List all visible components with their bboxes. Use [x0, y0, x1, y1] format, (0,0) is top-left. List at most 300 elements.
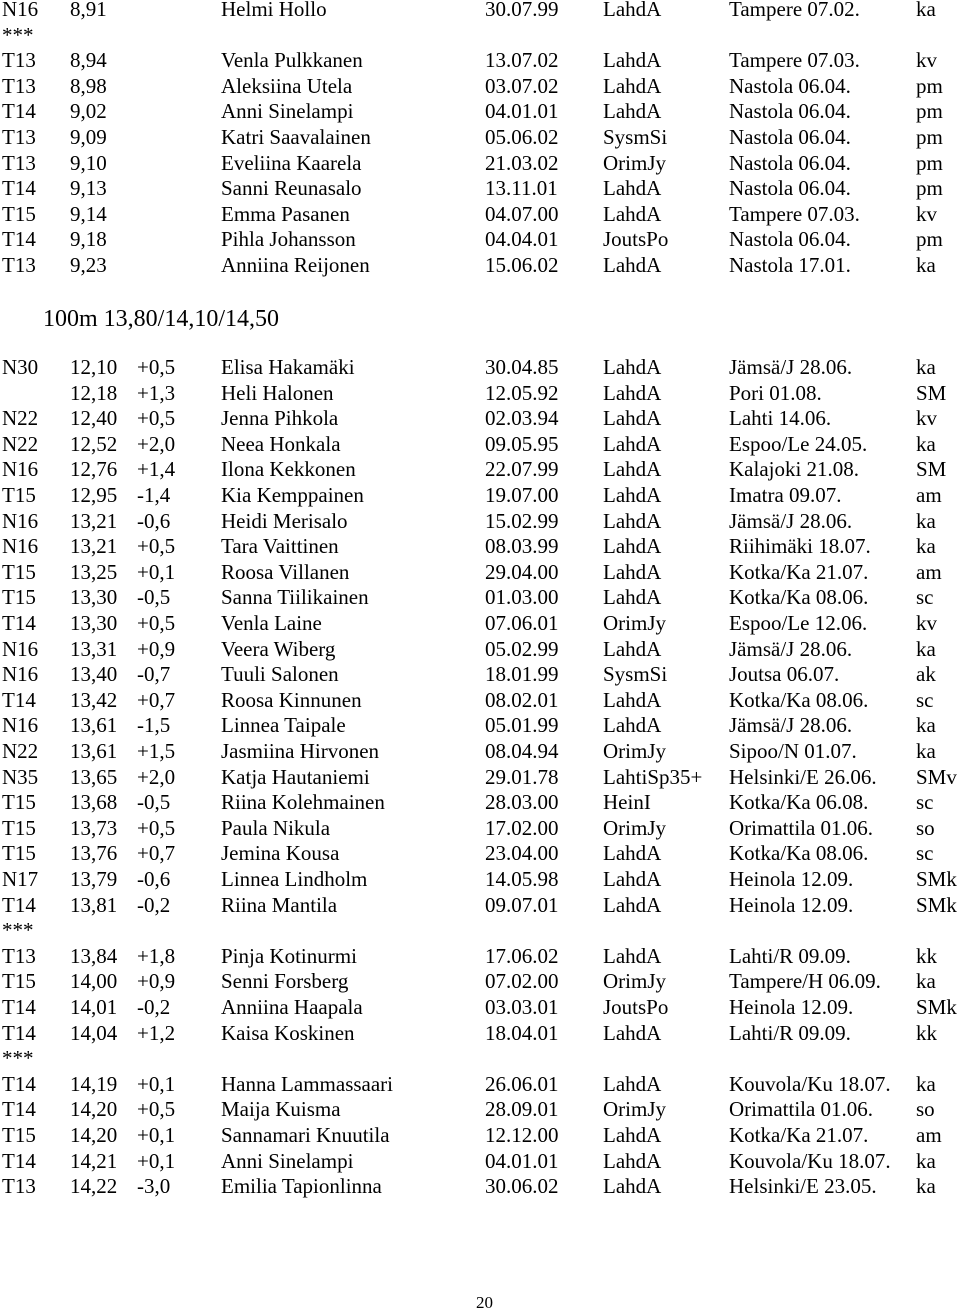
- result-cell: 8,98: [70, 74, 107, 98]
- venue-date-cell: Imatra 09.07.: [729, 483, 842, 507]
- club-cell: LahdA: [603, 1174, 662, 1198]
- birth-date-cell: 04.01.01: [485, 1149, 559, 1173]
- venue-date-cell: Kouvola/Ku 18.07.: [729, 1072, 891, 1096]
- birth-date-cell: 17.02.00: [485, 816, 559, 840]
- result-row: [0, 765, 960, 790]
- result-row: [0, 483, 960, 508]
- age-class-cell: T13: [2, 151, 36, 175]
- result-cell: 13,81: [70, 893, 118, 917]
- birth-date-cell: 23.04.00: [485, 841, 559, 865]
- birth-date-cell: 02.03.94: [485, 406, 559, 430]
- wind-cell: -1,5: [137, 713, 171, 737]
- birth-date-cell: 13.11.01: [485, 176, 558, 200]
- result-row: [0, 381, 960, 406]
- venue-date-cell: Jämsä/J 28.06.: [729, 509, 853, 533]
- venue-date-cell: Pori 01.08.: [729, 381, 822, 405]
- venue-date-cell: Kotka/Ka 06.08.: [729, 790, 869, 814]
- athlete-name-cell: Emma Pasanen: [221, 202, 350, 226]
- athlete-name-cell: Senni Forsberg: [221, 969, 349, 993]
- birth-date-cell: 03.03.01: [485, 995, 559, 1019]
- birth-date-cell: 12.05.92: [485, 381, 559, 405]
- club-cell: LahdA: [603, 202, 662, 226]
- competition-cell: am: [916, 560, 942, 584]
- wind-cell: +1,3: [137, 381, 176, 405]
- birth-date-cell: 09.05.95: [485, 432, 559, 456]
- birth-date-cell: 04.07.00: [485, 202, 559, 226]
- birth-date-cell: 04.04.01: [485, 227, 559, 251]
- age-class-cell: T13: [2, 253, 36, 277]
- birth-date-cell: 05.01.99: [485, 713, 559, 737]
- competition-cell: kv: [916, 611, 937, 635]
- venue-date-cell: Kotka/Ka 21.07.: [729, 1123, 869, 1147]
- competition-cell: SM: [916, 381, 947, 405]
- wind-cell: +1,5: [137, 739, 176, 763]
- wind-cell: +2,0: [137, 765, 176, 789]
- competition-cell: ka: [916, 739, 936, 763]
- venue-date-cell: Jämsä/J 28.06.: [729, 713, 853, 737]
- venue-date-cell: Tampere/H 06.09.: [729, 969, 881, 993]
- separator-row: [0, 918, 960, 943]
- venue-date-cell: Tampere 07.03.: [729, 202, 860, 226]
- result-cell: 13,25: [70, 560, 118, 584]
- result-cell: 12,10: [70, 355, 118, 379]
- result-cell: 9,10: [70, 151, 107, 175]
- result-cell: 9,09: [70, 125, 107, 149]
- club-cell: LahdA: [603, 534, 662, 558]
- competition-cell: ka: [916, 637, 936, 661]
- club-cell: LahdA: [603, 253, 662, 277]
- venue-date-cell: Nastola 06.04.: [729, 99, 851, 123]
- athlete-name-cell: Jemina Kousa: [221, 841, 340, 865]
- competition-cell: kv: [916, 406, 937, 430]
- age-class-cell: N16: [2, 637, 39, 661]
- result-cell: 13,84: [70, 944, 118, 968]
- birth-date-cell: 28.09.01: [485, 1097, 559, 1121]
- result-row: [0, 790, 960, 815]
- athlete-name-cell: Linnea Lindholm: [221, 867, 368, 891]
- athlete-name-cell: Sannamari Knuutila: [221, 1123, 390, 1147]
- competition-cell: so: [916, 816, 935, 840]
- wind-cell: +0,5: [137, 355, 176, 379]
- venue-date-cell: Joutsa 06.07.: [729, 662, 840, 686]
- birth-date-cell: 18.01.99: [485, 662, 559, 686]
- result-row: [0, 253, 960, 278]
- age-class-cell: T14: [2, 611, 36, 635]
- competition-cell: kk: [916, 944, 937, 968]
- result-row: [0, 74, 960, 99]
- venue-date-cell: Orimattila 01.06.: [729, 816, 874, 840]
- club-cell: SysmSi: [603, 662, 668, 686]
- result-row: [0, 432, 960, 457]
- result-row: [0, 457, 960, 482]
- athlete-name-cell: Aleksiina Utela: [221, 74, 353, 98]
- age-class-cell: N16: [2, 534, 39, 558]
- age-class-cell: T15: [2, 841, 36, 865]
- birth-date-cell: 26.06.01: [485, 1072, 559, 1096]
- venue-date-cell: Helsinki/E 23.05.: [729, 1174, 877, 1198]
- club-cell: LahdA: [603, 381, 662, 405]
- age-class-cell: T15: [2, 790, 36, 814]
- age-class-cell: T14: [2, 688, 36, 712]
- athlete-name-cell: Kaisa Koskinen: [221, 1021, 355, 1045]
- wind-cell: +1,8: [137, 944, 176, 968]
- competition-cell: pm: [916, 125, 943, 149]
- birth-date-cell: 13.07.02: [485, 48, 559, 72]
- result-cell: 14,01: [70, 995, 118, 1019]
- club-cell: LahdA: [603, 355, 662, 379]
- athlete-name-cell: Anni Sinelampi: [221, 99, 354, 123]
- athlete-name-cell: Emilia Tapionlinna: [221, 1174, 382, 1198]
- venue-date-cell: Kotka/Ka 08.06.: [729, 841, 869, 865]
- athlete-name-cell: Anni Sinelampi: [221, 1149, 354, 1173]
- birth-date-cell: 12.12.00: [485, 1123, 559, 1147]
- result-row: [0, 688, 960, 713]
- birth-date-cell: 30.06.02: [485, 1174, 559, 1198]
- athlete-name-cell: Heidi Merisalo: [221, 509, 348, 533]
- result-cell: 13,30: [70, 611, 118, 635]
- result-row: [0, 1149, 960, 1174]
- wind-cell: -3,0: [137, 1174, 171, 1198]
- age-class-cell: N35: [2, 765, 39, 789]
- result-row: [0, 944, 960, 969]
- birth-date-cell: 07.02.00: [485, 969, 559, 993]
- club-cell: OrimJy: [603, 969, 666, 993]
- result-row: [0, 176, 960, 201]
- result-row: [0, 1072, 960, 1097]
- wind-cell: +0,5: [137, 1097, 176, 1121]
- athlete-name-cell: Sanna Tiilikainen: [221, 585, 369, 609]
- competition-cell: am: [916, 483, 942, 507]
- result-cell: 13,21: [70, 509, 118, 533]
- event-heading: 100m 13,80/14,10/14,50: [43, 306, 280, 332]
- result-cell: 13,42: [70, 688, 118, 712]
- club-cell: LahdA: [603, 944, 662, 968]
- wind-cell: +2,0: [137, 432, 176, 456]
- result-cell: 13,76: [70, 841, 118, 865]
- result-cell: 14,20: [70, 1097, 118, 1121]
- wind-cell: -0,7: [137, 662, 171, 686]
- separator-mark: ***: [2, 23, 34, 47]
- club-cell: LahdA: [603, 74, 662, 98]
- competition-cell: sc: [916, 790, 934, 814]
- club-cell: OrimJy: [603, 739, 666, 763]
- venue-date-cell: Orimattila 01.06.: [729, 1097, 874, 1121]
- competition-cell: SMk: [916, 995, 957, 1019]
- wind-cell: +0,9: [137, 969, 176, 993]
- result-row: [0, 816, 960, 841]
- club-cell: LahdA: [603, 509, 662, 533]
- result-cell: 14,19: [70, 1072, 118, 1096]
- age-class-cell: T15: [2, 560, 36, 584]
- result-row: [0, 867, 960, 892]
- wind-cell: -0,6: [137, 867, 171, 891]
- age-class-cell: N16: [2, 457, 39, 481]
- age-class-cell: T14: [2, 1097, 36, 1121]
- wind-cell: -0,2: [137, 893, 171, 917]
- club-cell: LahtiSp35+: [603, 765, 703, 789]
- venue-date-cell: Helsinki/E 26.06.: [729, 765, 877, 789]
- venue-date-cell: Nastola 06.04.: [729, 227, 851, 251]
- wind-cell: +1,4: [137, 457, 176, 481]
- result-row: [0, 1097, 960, 1122]
- wind-cell: +0,1: [137, 560, 176, 584]
- club-cell: OrimJy: [603, 151, 666, 175]
- result-cell: 13,40: [70, 662, 118, 686]
- athlete-name-cell: Roosa Kinnunen: [221, 688, 362, 712]
- venue-date-cell: Nastola 06.04.: [729, 125, 851, 149]
- wind-cell: -0,6: [137, 509, 171, 533]
- venue-date-cell: Sipoo/N 01.07.: [729, 739, 857, 763]
- birth-date-cell: 21.03.02: [485, 151, 559, 175]
- wind-cell: +0,9: [137, 637, 176, 661]
- result-cell: 12,40: [70, 406, 118, 430]
- competition-cell: ka: [916, 534, 936, 558]
- competition-cell: ka: [916, 1174, 936, 1198]
- competition-cell: kk: [916, 1021, 937, 1045]
- result-row: [0, 1174, 960, 1199]
- venue-date-cell: Kouvola/Ku 18.07.: [729, 1149, 891, 1173]
- athlete-name-cell: Ilona Kekkonen: [221, 457, 356, 481]
- age-class-cell: T14: [2, 227, 36, 251]
- wind-cell: -0,5: [137, 790, 171, 814]
- result-row: [0, 534, 960, 559]
- venue-date-cell: Espoo/Le 24.05.: [729, 432, 868, 456]
- athlete-name-cell: Tuuli Salonen: [221, 662, 339, 686]
- athlete-name-cell: Helmi Hollo: [221, 0, 327, 21]
- age-class-cell: T13: [2, 125, 36, 149]
- club-cell: LahdA: [603, 1149, 662, 1173]
- athlete-name-cell: Roosa Villanen: [221, 560, 350, 584]
- birth-date-cell: 05.02.99: [485, 637, 559, 661]
- result-row: [0, 969, 960, 994]
- result-cell: 12,95: [70, 483, 118, 507]
- competition-cell: ka: [916, 713, 936, 737]
- athlete-name-cell: Anniina Haapala: [221, 995, 363, 1019]
- competition-cell: am: [916, 1123, 942, 1147]
- club-cell: LahdA: [603, 585, 662, 609]
- result-cell: 8,94: [70, 48, 107, 72]
- club-cell: OrimJy: [603, 1097, 666, 1121]
- result-cell: 14,22: [70, 1174, 118, 1198]
- separator-row: [0, 23, 960, 48]
- age-class-cell: T13: [2, 48, 36, 72]
- athlete-name-cell: Neea Honkala: [221, 432, 341, 456]
- age-class-cell: N17: [2, 867, 39, 891]
- birth-date-cell: 22.07.99: [485, 457, 559, 481]
- club-cell: LahdA: [603, 0, 662, 21]
- result-cell: 13,68: [70, 790, 118, 814]
- result-cell: 14,04: [70, 1021, 118, 1045]
- age-class-cell: T14: [2, 176, 36, 200]
- competition-cell: SMv: [916, 765, 957, 789]
- venue-date-cell: Jämsä/J 28.06.: [729, 355, 853, 379]
- separator-row: [0, 1046, 960, 1071]
- age-class-cell: N22: [2, 406, 39, 430]
- result-row: [0, 585, 960, 610]
- birth-date-cell: 05.06.02: [485, 125, 559, 149]
- club-cell: LahdA: [603, 893, 662, 917]
- athlete-name-cell: Paula Nikula: [221, 816, 331, 840]
- club-cell: LahdA: [603, 176, 662, 200]
- venue-date-cell: Kalajoki 21.08.: [729, 457, 860, 481]
- venue-date-cell: Jämsä/J 28.06.: [729, 637, 853, 661]
- club-cell: LahdA: [603, 867, 662, 891]
- birth-date-cell: 04.01.01: [485, 99, 559, 123]
- wind-cell: -0,5: [137, 585, 171, 609]
- result-row: [0, 637, 960, 662]
- age-class-cell: T14: [2, 99, 36, 123]
- club-cell: OrimJy: [603, 816, 666, 840]
- age-class-cell: N22: [2, 432, 39, 456]
- wind-cell: +1,2: [137, 1021, 176, 1045]
- competition-cell: so: [916, 1097, 935, 1121]
- venue-date-cell: Lahti 14.06.: [729, 406, 832, 430]
- competition-cell: sc: [916, 585, 934, 609]
- competition-cell: SMk: [916, 893, 957, 917]
- result-row: [0, 406, 960, 431]
- athlete-name-cell: Katja Hautaniemi: [221, 765, 370, 789]
- competition-cell: SMk: [916, 867, 957, 891]
- birth-date-cell: 28.03.00: [485, 790, 559, 814]
- competition-cell: ka: [916, 253, 936, 277]
- result-row: [0, 48, 960, 73]
- separator-mark: ***: [2, 918, 34, 942]
- age-class-cell: N16: [2, 0, 39, 21]
- competition-cell: ka: [916, 432, 936, 456]
- result-cell: 14,20: [70, 1123, 118, 1147]
- club-cell: LahdA: [603, 713, 662, 737]
- result-cell: 12,76: [70, 457, 118, 481]
- club-cell: LahdA: [603, 1072, 662, 1096]
- venue-date-cell: Lahti/R 09.09.: [729, 944, 851, 968]
- athlete-name-cell: Sanni Reunasalo: [221, 176, 362, 200]
- age-class-cell: T15: [2, 483, 36, 507]
- competition-cell: pm: [916, 176, 943, 200]
- competition-cell: pm: [916, 99, 943, 123]
- birth-date-cell: 09.07.01: [485, 893, 559, 917]
- result-cell: 9,13: [70, 176, 107, 200]
- age-class-cell: T15: [2, 585, 36, 609]
- wind-cell: -0,2: [137, 995, 171, 1019]
- age-class-cell: N16: [2, 713, 39, 737]
- athlete-name-cell: Pinja Kotinurmi: [221, 944, 357, 968]
- venue-date-cell: Kotka/Ka 08.06.: [729, 688, 869, 712]
- wind-cell: +0,5: [137, 611, 176, 635]
- age-class-cell: T14: [2, 1072, 36, 1096]
- result-cell: 8,91: [70, 0, 107, 21]
- club-cell: HeinI: [603, 790, 651, 814]
- result-row: [0, 1021, 960, 1046]
- athlete-name-cell: Venla Laine: [221, 611, 322, 635]
- wind-cell: +0,7: [137, 688, 176, 712]
- competition-cell: ka: [916, 1149, 936, 1173]
- wind-cell: +0,5: [137, 816, 176, 840]
- result-cell: 13,79: [70, 867, 118, 891]
- venue-date-cell: Nastola 06.04.: [729, 74, 851, 98]
- birth-date-cell: 03.07.02: [485, 74, 559, 98]
- club-cell: LahdA: [603, 688, 662, 712]
- wind-cell: +0,5: [137, 534, 176, 558]
- birth-date-cell: 19.07.00: [485, 483, 559, 507]
- competition-cell: ka: [916, 0, 936, 21]
- birth-date-cell: 14.05.98: [485, 867, 559, 891]
- result-cell: 13,61: [70, 713, 118, 737]
- age-class-cell: N22: [2, 739, 39, 763]
- age-class-cell: N30: [2, 355, 39, 379]
- birth-date-cell: 30.07.99: [485, 0, 559, 21]
- club-cell: LahdA: [603, 1021, 662, 1045]
- venue-date-cell: Espoo/Le 12.06.: [729, 611, 868, 635]
- wind-cell: +0,1: [137, 1072, 176, 1096]
- athlete-name-cell: Jasmiina Hirvonen: [221, 739, 380, 763]
- result-row: [0, 560, 960, 585]
- result-row: [0, 355, 960, 380]
- venue-date-cell: Tampere 07.02.: [729, 0, 860, 21]
- competition-cell: pm: [916, 227, 943, 251]
- wind-cell: +0,1: [137, 1149, 176, 1173]
- birth-date-cell: 18.04.01: [485, 1021, 559, 1045]
- athlete-name-cell: Anniina Reijonen: [221, 253, 370, 277]
- birth-date-cell: 29.04.00: [485, 560, 559, 584]
- result-row: [0, 841, 960, 866]
- athlete-name-cell: Jenna Pihkola: [221, 406, 339, 430]
- venue-date-cell: Heinola 12.09.: [729, 893, 854, 917]
- athlete-name-cell: Riina Mantila: [221, 893, 338, 917]
- age-class-cell: N16: [2, 509, 39, 533]
- page-number: 20: [476, 1293, 493, 1312]
- age-class-cell: T14: [2, 995, 36, 1019]
- result-cell: 14,21: [70, 1149, 118, 1173]
- wind-cell: +0,7: [137, 841, 176, 865]
- birth-date-cell: 08.03.99: [485, 534, 559, 558]
- result-row: [0, 99, 960, 124]
- age-class-cell: T13: [2, 944, 36, 968]
- competition-cell: ka: [916, 969, 936, 993]
- wind-cell: +0,5: [137, 406, 176, 430]
- competition-cell: SM: [916, 457, 947, 481]
- venue-date-cell: Nastola 06.04.: [729, 151, 851, 175]
- club-cell: LahdA: [603, 483, 662, 507]
- age-class-cell: T15: [2, 202, 36, 226]
- age-class-cell: T15: [2, 1123, 36, 1147]
- club-cell: OrimJy: [603, 611, 666, 635]
- athlete-name-cell: Kia Kemppainen: [221, 483, 364, 507]
- result-row: [0, 227, 960, 252]
- venue-date-cell: Heinola 12.09.: [729, 995, 854, 1019]
- result-row: [0, 0, 960, 22]
- age-class-cell: N16: [2, 662, 39, 686]
- wind-cell: +0,1: [137, 1123, 176, 1147]
- age-class-cell: T14: [2, 893, 36, 917]
- club-cell: LahdA: [603, 637, 662, 661]
- athlete-name-cell: Hanna Lammassaari: [221, 1072, 394, 1096]
- competition-cell: pm: [916, 151, 943, 175]
- result-cell: 9,14: [70, 202, 107, 226]
- result-cell: 13,30: [70, 585, 118, 609]
- result-row: [0, 1123, 960, 1148]
- club-cell: LahdA: [603, 432, 662, 456]
- result-row: [0, 995, 960, 1020]
- result-cell: 13,61: [70, 739, 118, 763]
- club-cell: LahdA: [603, 406, 662, 430]
- age-class-cell: T14: [2, 1021, 36, 1045]
- venue-date-cell: Tampere 07.03.: [729, 48, 860, 72]
- athlete-name-cell: Katri Saavalainen: [221, 125, 371, 149]
- competition-cell: ka: [916, 1072, 936, 1096]
- club-cell: LahdA: [603, 560, 662, 584]
- athlete-name-cell: Venla Pulkkanen: [221, 48, 363, 72]
- result-cell: 9,18: [70, 227, 107, 251]
